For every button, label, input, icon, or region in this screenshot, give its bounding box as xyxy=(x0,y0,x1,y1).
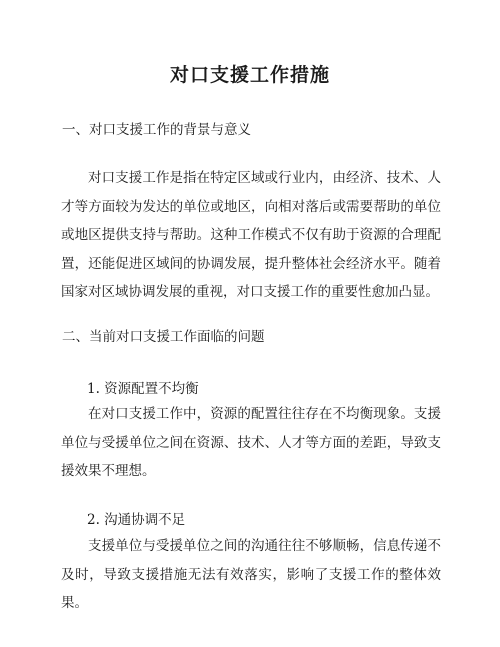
subsection-heading-communication: 2. 沟通协调不足 xyxy=(87,512,186,528)
section-paragraph-background: 对口支援工作是指在特定区域或行业内，由经济、技术、人才等方面较为发达的单位或地区，向相对落后或需要帮助的单位或地区提供支持与帮助。这种工作模式不仅有助于资源的合理配置，还能促进区域间的协调发展，提升整体社会经济水平。随着国家对区域协调发展的重视，对口支援工作的重要性愈加凸显。 xyxy=(61,170,441,300)
document-title: 对口支援工作措施 xyxy=(169,64,330,86)
section-heading-background: 一、对口支援工作的背景与意义 xyxy=(62,122,251,138)
section-heading-problems: 二、当前对口支援工作面临的问题 xyxy=(62,329,265,345)
subsection-heading-resource: 1. 资源配置不均衡 xyxy=(87,381,199,397)
subsection-paragraph-communication: 支援单位与受援单位之间的沟通往往不够顺畅，信息传递不及时，导致支援措施无法有效落实，影响了支援工作的整体效果。 xyxy=(61,538,441,611)
subsection-paragraph-resource: 在对口支援工作中，资源的配置往往存在不均衡现象。支援单位与受援单位之间在资源、技术、人才等方面的差距，导致支援效果不理想。 xyxy=(61,406,441,479)
